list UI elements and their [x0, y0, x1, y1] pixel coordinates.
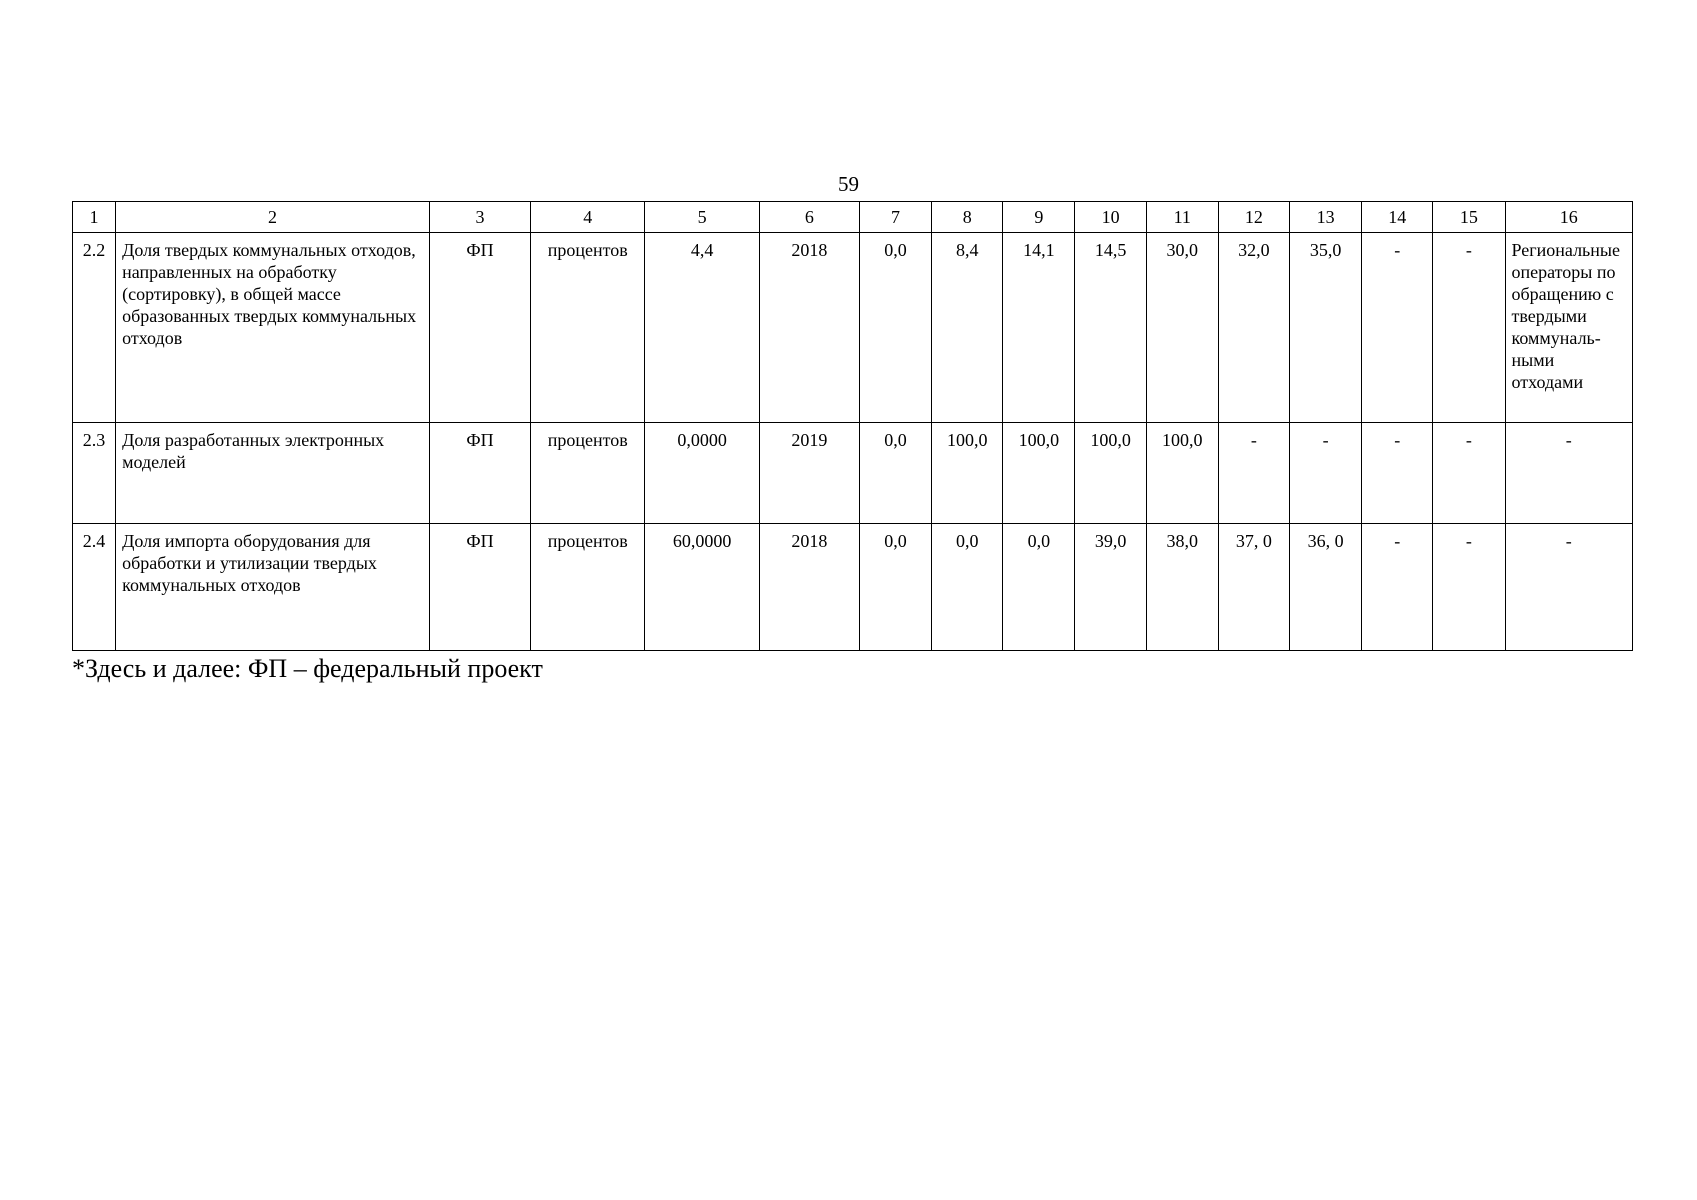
value-cell: 30,0	[1146, 233, 1218, 423]
unit: процентов	[531, 423, 645, 524]
value-cell: 39,0	[1075, 524, 1146, 651]
base-value: 0,0000	[645, 423, 759, 524]
value-cell: -	[1218, 423, 1289, 524]
value-cell: 38,0	[1146, 524, 1218, 651]
table-row	[73, 423, 1633, 524]
value-cell: 35,0	[1290, 233, 1362, 423]
column-header: 15	[1433, 202, 1505, 233]
row-index: 2.2	[73, 233, 116, 423]
value-cell: -	[1362, 233, 1433, 423]
value-cell: -	[1290, 423, 1362, 524]
value-cell: 100,0	[932, 423, 1003, 524]
value-cell: 32,0	[1218, 233, 1289, 423]
indicator-type: ФП	[429, 233, 530, 423]
indicator-type: ФП	[429, 524, 530, 651]
responsible: Региональные операторы по обращению с твердыми коммуналь-ными отходами	[1505, 233, 1632, 423]
value-cell: -	[1433, 233, 1505, 423]
value-cell: 14,5	[1075, 233, 1146, 423]
value-cell: 8,4	[932, 233, 1003, 423]
column-header: 8	[932, 202, 1003, 233]
column-header: 12	[1218, 202, 1289, 233]
row-index: 2.4	[73, 524, 116, 651]
column-header: 6	[759, 202, 859, 233]
responsible: -	[1505, 423, 1632, 524]
column-header: 16	[1505, 202, 1632, 233]
indicator-name: Доля импорта оборудования для обработки и утилизации твердых коммунальных отходов	[116, 524, 430, 651]
row-index: 2.3	[73, 423, 116, 524]
value-cell: 14,1	[1003, 233, 1075, 423]
column-header: 13	[1290, 202, 1362, 233]
value-cell: 0,0	[859, 524, 931, 651]
column-header: 14	[1362, 202, 1433, 233]
value-cell: 0,0	[859, 233, 931, 423]
column-header: 4	[531, 202, 645, 233]
base-year: 2018	[759, 524, 859, 651]
column-header: 7	[859, 202, 931, 233]
value-cell: -	[1362, 524, 1433, 651]
value-cell: 0,0	[1003, 524, 1075, 651]
unit: процентов	[531, 233, 645, 423]
column-header: 9	[1003, 202, 1075, 233]
column-header: 1	[73, 202, 116, 233]
value-cell: 0,0	[932, 524, 1003, 651]
column-header: 3	[429, 202, 530, 233]
value-cell: 0,0	[859, 423, 931, 524]
value-cell: -	[1433, 524, 1505, 651]
value-cell: 100,0	[1075, 423, 1146, 524]
indicator-type: ФП	[429, 423, 530, 524]
responsible: -	[1505, 524, 1632, 651]
column-header: 11	[1146, 202, 1218, 233]
value-cell: 100,0	[1146, 423, 1218, 524]
column-header: 2	[116, 202, 430, 233]
header-row	[73, 202, 1633, 233]
value-cell: 37, 0	[1218, 524, 1289, 651]
base-value: 4,4	[645, 233, 759, 423]
value-cell: 36, 0	[1290, 524, 1362, 651]
base-value: 60,0000	[645, 524, 759, 651]
value-cell: 100,0	[1003, 423, 1075, 524]
table-row	[73, 233, 1633, 423]
page-number: 59	[838, 172, 859, 196]
indicator-name: Доля разработанных электронных моделей	[116, 423, 430, 524]
value-cell: -	[1362, 423, 1433, 524]
value-cell: -	[1433, 423, 1505, 524]
indicator-name: Доля твердых коммунальных отходов, направленных на обработку (сортировку), в общей массе образованных твердых коммунальных отходов	[116, 233, 430, 423]
column-header: 10	[1075, 202, 1146, 233]
base-year: 2018	[759, 233, 859, 423]
unit: процентов	[531, 524, 645, 651]
table-row	[73, 524, 1633, 651]
base-year: 2019	[759, 423, 859, 524]
indicators-table	[72, 201, 1633, 651]
column-header: 5	[645, 202, 759, 233]
footnote: *Здесь и далее: ФП – федеральный проект	[72, 654, 543, 683]
